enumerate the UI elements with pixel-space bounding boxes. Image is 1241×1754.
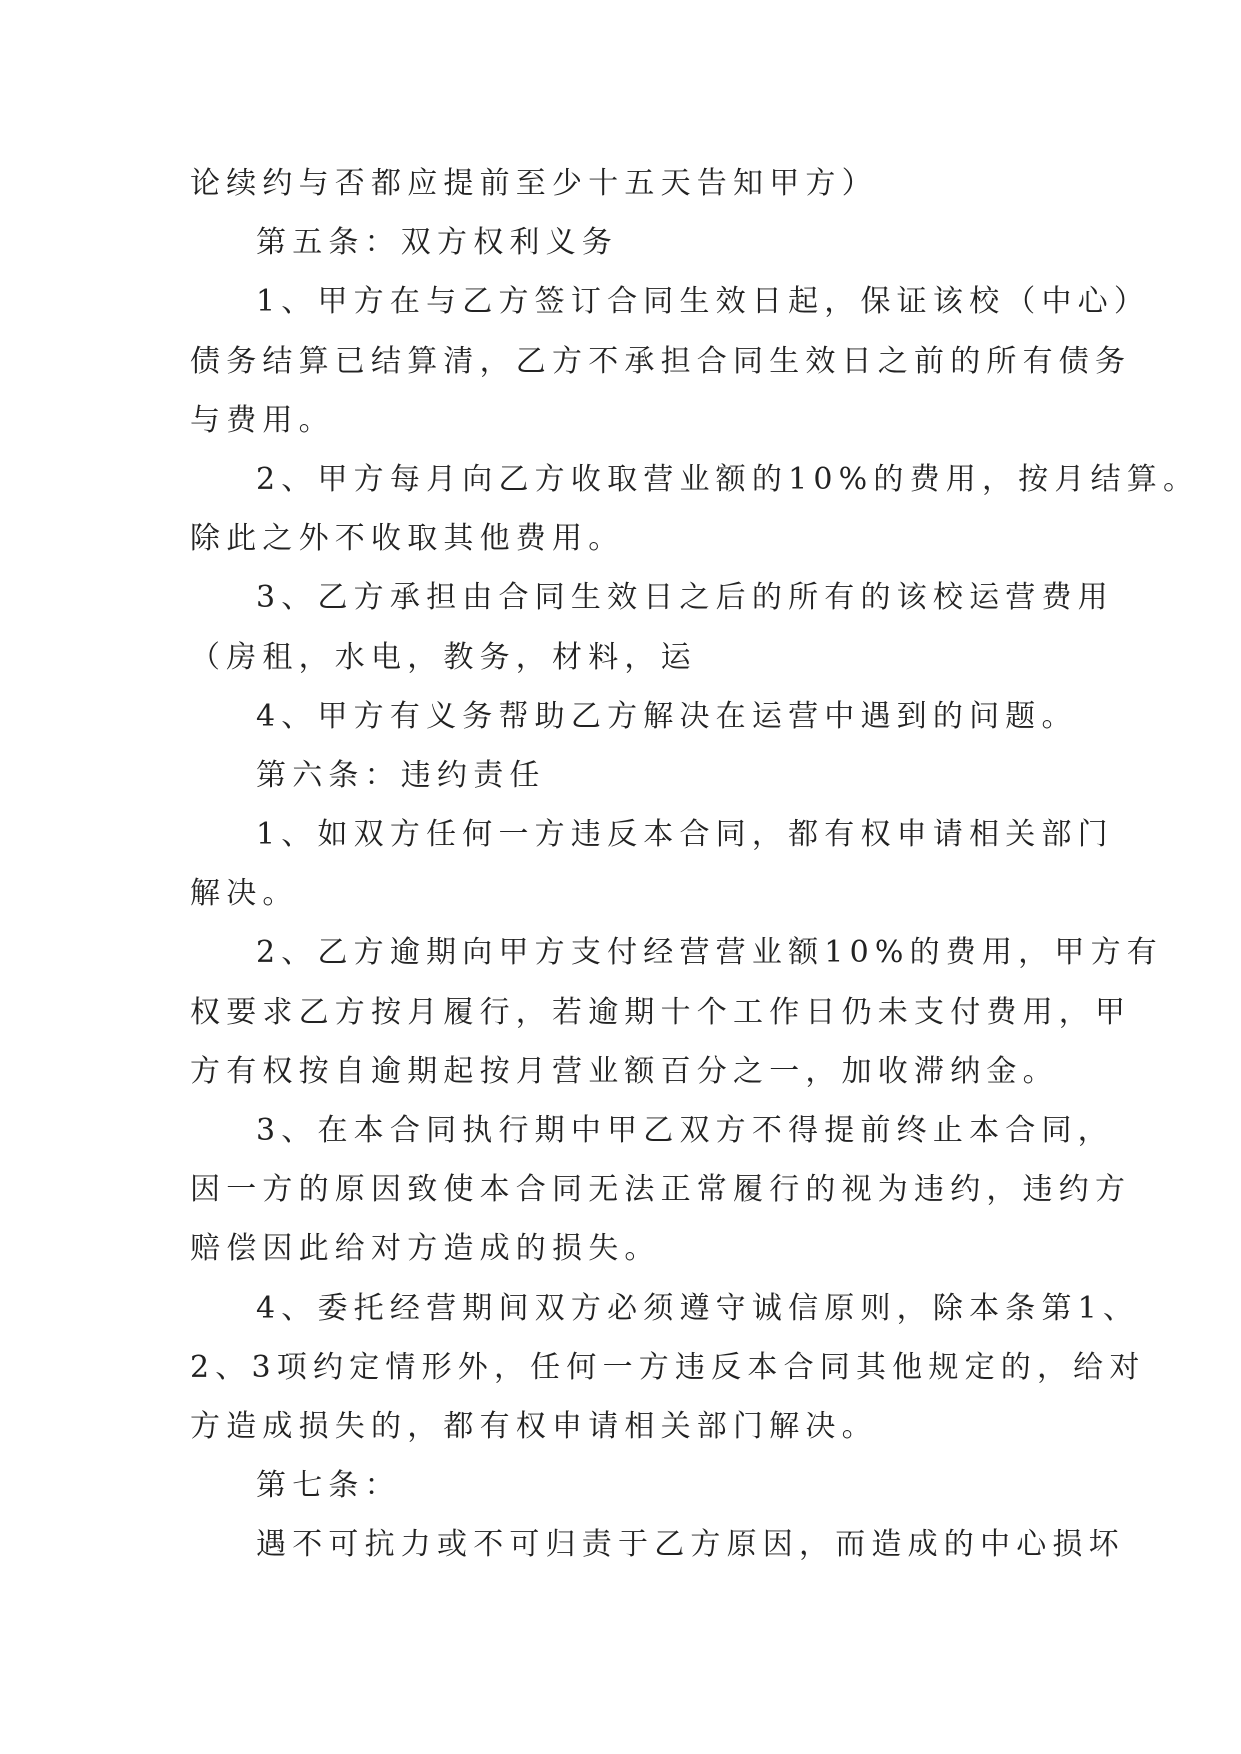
text-line: 债务结算已结算清，乙方不承担合同生效日之前的所有债务 xyxy=(190,343,1132,379)
text-line: 权要求乙方按月履行，若逾期十个工作日仍未支付费用，甲 xyxy=(190,994,1132,1030)
text-line: 3、在本合同执行期中甲乙双方不得提前终止本合同， xyxy=(256,1113,1114,1148)
section-heading-article-5: 第五条：双方权利义务 xyxy=(256,225,618,261)
text-line: 论续约与否都应提前至少十五天告知甲方） xyxy=(190,166,878,201)
text-line: 方造成损失的，都有权申请相关部门解决。 xyxy=(190,1408,878,1444)
text-line: 2、甲方每月向乙方收取营业额的10%的费用，按月结算。 xyxy=(256,461,1200,497)
text-line: 4、甲方有义务帮助乙方解决在运营中遇到的问题。 xyxy=(256,698,1078,734)
text-line: 2、3项约定情形外，任何一方违反本合同其他规定的，给对 xyxy=(190,1349,1146,1385)
text-line: 4、委托经营期间双方必须遵守诚信原则，除本条第1、 xyxy=(256,1290,1140,1326)
text-line: 除此之外不收取其他费用。 xyxy=(190,521,625,557)
text-line: 因一方的原因致使本合同无法正常履行的视为违约，违约方 xyxy=(190,1172,1132,1208)
section-heading-article-6: 第六条：违约责任 xyxy=(256,757,546,793)
text-line: 3、乙方承担由合同生效日之后的所有的该校运营费用 xyxy=(256,580,1114,616)
text-line: 2、乙方逾期向甲方支付经营营业额10%的费用，甲方有 xyxy=(256,935,1163,971)
text-line: 解决。 xyxy=(190,876,299,912)
text-line: 遇不可抗力或不可归责于乙方原因，而造成的中心损坏 xyxy=(256,1527,1125,1563)
text-line: 与费用。 xyxy=(190,402,335,438)
text-line: 1、甲方在与乙方签订合同生效日起，保证该校（中心） xyxy=(256,284,1151,320)
section-heading-article-7: 第七条： xyxy=(256,1468,401,1504)
contract-text-body xyxy=(190,154,1200,1575)
text-line: 赔偿因此给对方造成的损失。 xyxy=(190,1231,661,1267)
text-line: 方有权按自逾期起按月营业额百分之一，加收滞纳金。 xyxy=(190,1053,1059,1089)
text-line: 1、如双方任何一方违反本合同，都有权申请相关部门 xyxy=(256,817,1114,853)
text-line: （房租，水电，教务，材料，运 xyxy=(190,639,697,675)
